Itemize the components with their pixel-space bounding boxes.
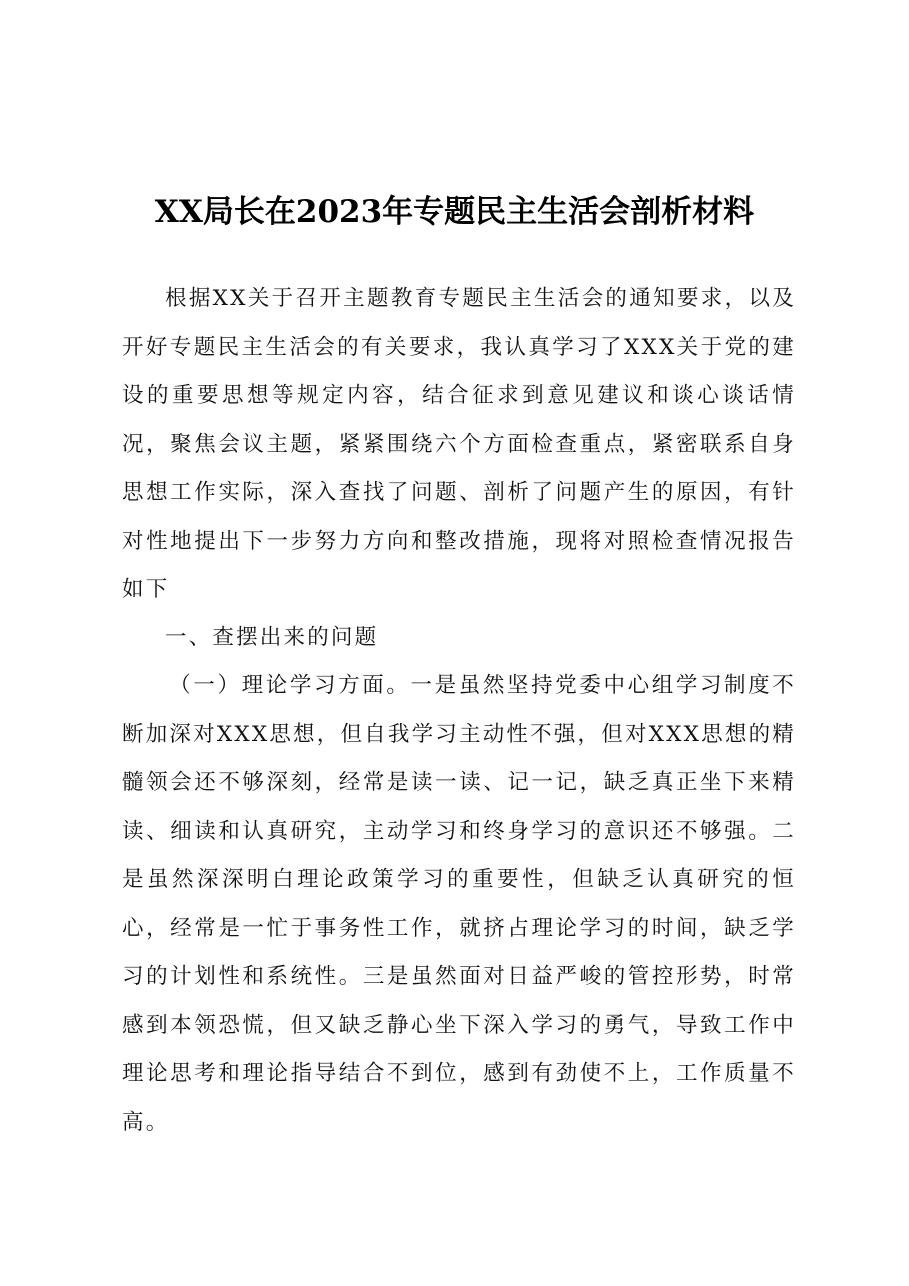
- section-heading: 一、查摆出来的问题: [165, 625, 379, 650]
- theory-study-paragraph: （一）理论学习方面。一是虽然坚持党委中心组学习制度不断加深对XXX思想，但自我学习主动性不强，但对XXX思想的精髓领会还不够深刻，经常是读一读、记一记，缺乏真正坐下来精读、细读和认真研究，主动学习和终身学习的意识还不够强。二是虽然深深明白理论政策学习的重要性，但缺乏认真研究的恒心，经常是一忙于事务性工作，就挤占理论学习的时间，缺乏学习的计划性和系统性。三是虽然面对日益严峻的管控形势，时常感到本领恐慌，但又缺乏静心坐下深入学习的勇气，导致工作中理论思考和理论指导结合不到位，感到有劲使不上，工作质量不高。: [122, 673, 796, 1135]
- intro-paragraph: 根据XX关于召开主题教育专题民主生活会的通知要求，以及开好专题民主生活会的有关要求，我认真学习了XXX关于党的建设的重要思想等规定内容，结合征求到意见建议和谈心谈话情况，聚焦会议主题，紧紧围绕六个方面检查重点，紧密联系自身思想工作实际，深入查找了问题、剖析了问题产生的原因，有针对性地提出下一步努力方向和整改措施，现将对照检查情况报告如下: [122, 286, 796, 602]
- document-title: XX局长在2023年专题民主生活会剖析材料: [154, 194, 755, 230]
